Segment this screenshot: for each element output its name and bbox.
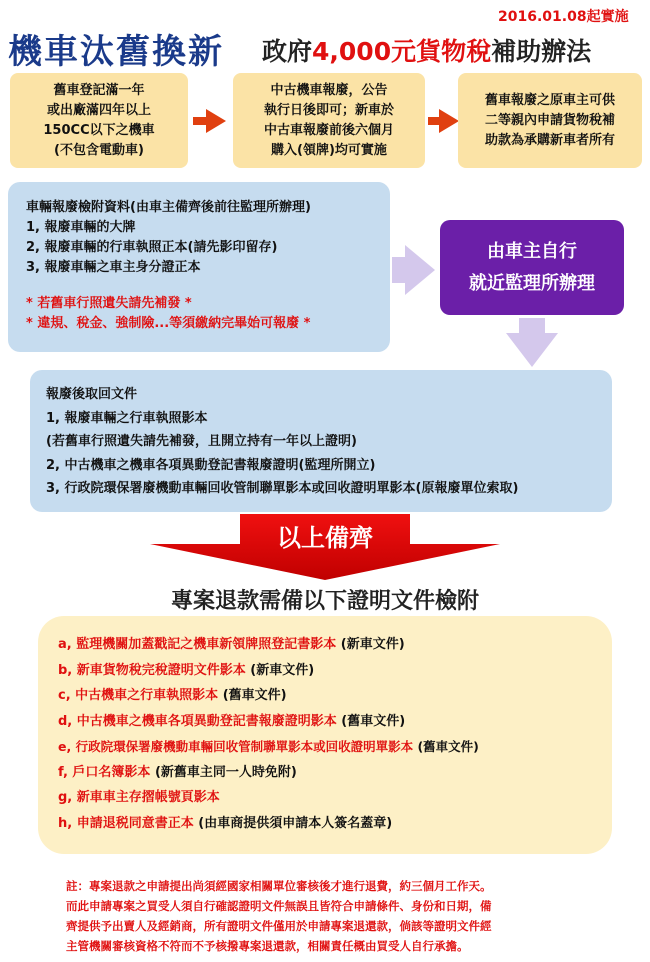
return-doc-item: 3, 行政院環保署廢機動車輛回收管制聯單影本或回收證明單影本(原報廢單位索取) xyxy=(46,481,519,496)
banner-label: 以上備齊 xyxy=(277,524,373,552)
footnote-line: 主管機關審核資格不符而不予核撥專案退還款，相關責任概由買受人自行承擔。 xyxy=(66,939,469,953)
flow-arrow-right-icon xyxy=(405,245,435,295)
step-line: 中古車報廢前後六個月 xyxy=(263,122,394,138)
scrap-doc-note: * 若舊車行照遺失請先補發 * xyxy=(26,296,192,311)
step-line: 舊車登記滿一年 xyxy=(53,82,145,98)
refund-item: h, 申請退税同意書正本 (由車商提供須申請本人簽名蓋章) xyxy=(58,815,393,831)
refund-item: d, 中古機車之機車各項異動登記書報廢證明影本 (舊車文件) xyxy=(58,713,406,729)
scrap-documents-box xyxy=(8,182,390,352)
footnote-line: 註：專案退款之申請提出尚須經國家相關單位審核後才進行退費，約三個月工作天。 xyxy=(66,879,492,893)
scrap-docs-title: 車輛報廢檢附資料(由車主備齊後前往監理所辦理) xyxy=(26,200,311,215)
return-doc-item: 1, 報廢車輛之行車執照影本 xyxy=(46,410,208,426)
footnote-line: 而此申請專案之買受人須自行確認證明文件無誤且皆符合申請條件、身份和日期，備 xyxy=(66,899,492,913)
return-doc-item: (若舊車行照遺失請先補發，且開立持有一年以上證明) xyxy=(46,434,357,449)
refund-item: c, 中古機車之行車執照影本 (舊車文件) xyxy=(58,688,287,703)
refund-item: g, 新車車主存摺帳號頁影本 xyxy=(58,790,220,805)
scrap-doc-item: 1, 報廢車輛的大牌 xyxy=(26,220,136,235)
return-docs-title: 報廢後取回文件 xyxy=(46,387,138,402)
step-box-timing xyxy=(233,73,425,168)
step-line: 購入(領牌)均可實施 xyxy=(271,142,387,158)
scrap-doc-note: * 違規、稅金、強制險...等須繳納完畢始可報廢 * xyxy=(26,316,311,331)
flow-arrow-shaft xyxy=(193,117,207,125)
flow-arrow-down-icon xyxy=(506,333,558,367)
flow-arrow-shaft xyxy=(519,318,545,334)
return-doc-item: 2, 中古機車之機車各項異動登記書報廢證明(監理所開立) xyxy=(46,457,376,473)
step-line: 舊車報廢之原車主可供 xyxy=(484,92,615,108)
return-documents-box xyxy=(30,370,612,512)
owner-box-line: 就近監理所辦理 xyxy=(469,272,595,294)
scrap-doc-item: 3, 報廢車輛之車主身分證正本 xyxy=(26,260,201,275)
step-line: (不包含電動車) xyxy=(54,142,144,158)
refund-heading: 專案退款需備以下證明文件檢附 xyxy=(170,589,479,614)
refund-item: e, 行政院環保署廢機動車輛回收管制聯單影本或回收證明單影本 (舊車文件) xyxy=(58,739,479,754)
step-line: 中古機車報廢，公告 xyxy=(270,82,388,98)
step-line: 二等親內申請貨物稅補 xyxy=(484,112,615,128)
owner-box-line: 由車主自行 xyxy=(487,240,577,262)
step-box-beneficiary xyxy=(458,73,642,168)
page-subtitle xyxy=(262,32,591,68)
refund-item: b, 新車貨物稅完稅證明文件影本 (新車文件) xyxy=(58,662,315,678)
step-line: 或出廠滿四年以上 xyxy=(46,102,151,118)
subtitle-amount: 4,000元貨物稅 xyxy=(312,37,492,66)
footnote-line: 齊提供予出賣人及經銷商，所有證明文件僅用於申請專案退還款，倘該等證明文件經 xyxy=(66,919,492,933)
refund-documents-box xyxy=(38,616,612,854)
footnote xyxy=(66,876,626,956)
effective-date: 2016.01.08起實施 xyxy=(498,9,629,25)
step-line: 150CC以下之機車 xyxy=(43,122,155,138)
subtitle-suffix: 補助辦法 xyxy=(491,37,592,66)
step-line: 執行日後即可；新車於 xyxy=(263,102,394,118)
refund-item: f, 戶口名簿影本 (新舊車主同一人時免附) xyxy=(58,764,297,780)
step-line: 助款為承購新車者所有 xyxy=(484,132,615,148)
page-title: 機車汰舊換新 xyxy=(8,32,224,72)
refund-item: a, 監理機關加蓋戳記之機車新領牌照登記書影本 (新車文件) xyxy=(58,637,405,652)
subtitle-prefix: 政府 xyxy=(262,37,313,66)
owner-handles-box xyxy=(440,220,624,315)
flow-arrow-right-icon xyxy=(206,109,226,133)
flow-arrow-right-icon xyxy=(439,109,459,133)
scrap-doc-item: 2, 報廢車輛的行車執照正本(請先影印留存) xyxy=(26,240,278,255)
step-box-eligibility xyxy=(10,73,188,168)
flow-arrow-shaft xyxy=(392,257,406,283)
